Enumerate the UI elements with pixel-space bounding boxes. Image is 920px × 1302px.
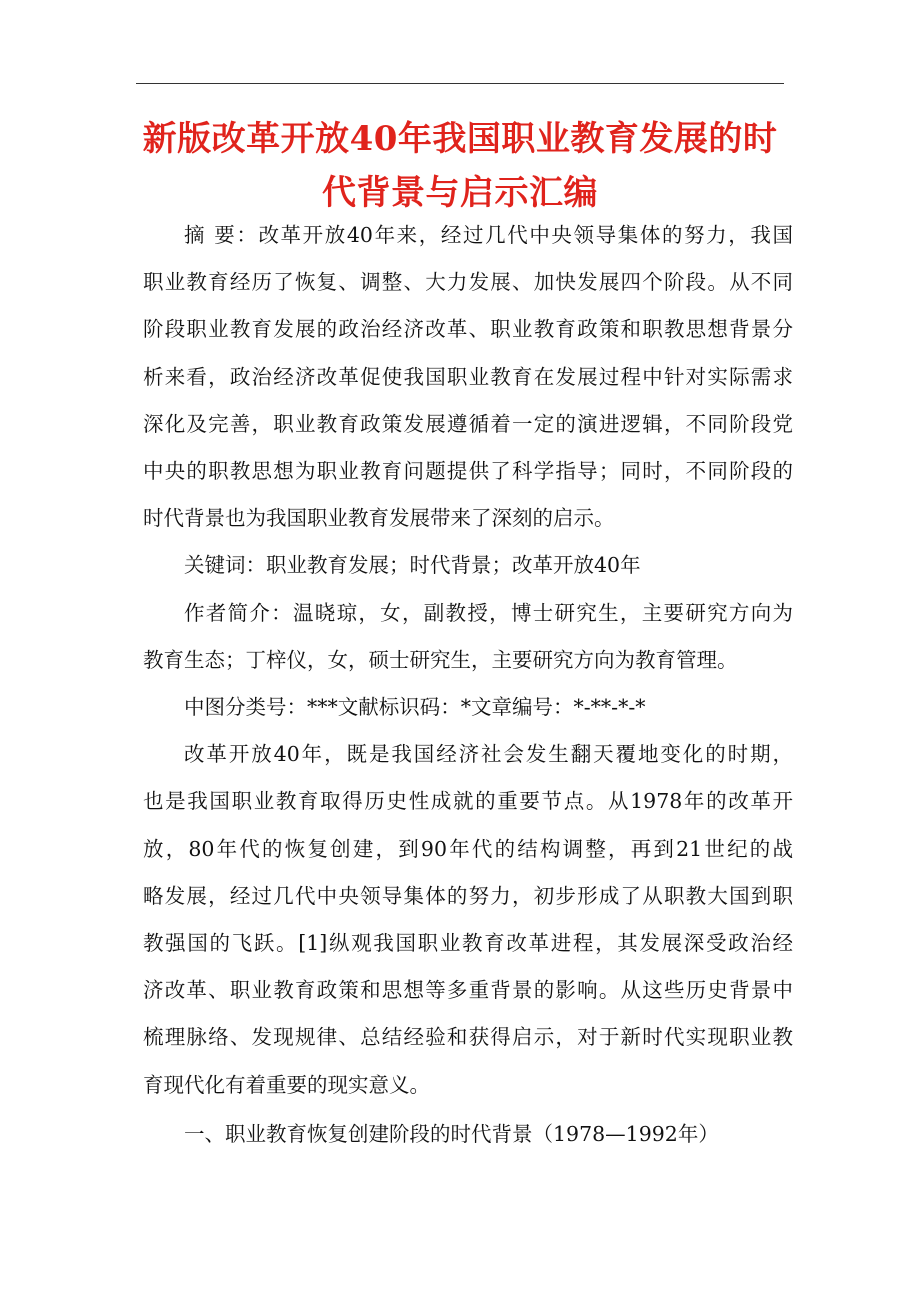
abstract-line: 摘 要：改革开放40年来，经过几代中央领导集体的努力，我国 [184, 223, 793, 247]
classification-line: 中图分类号：***文献标识码：*文章编号：*-**-*-* [184, 695, 646, 720]
intro-line: 放，80年代的恢复创建，到90年代的结构调整，再到21世纪的战 [143, 836, 793, 861]
intro-line: 略发展，经过几代中央领导集体的努力，初步形成了从职教大国到职 [143, 883, 793, 908]
abstract-paragraph [143, 212, 793, 542]
header-rule [136, 83, 784, 84]
intro-line: 也是我国职业教育取得历史性成就的重要节点。从1978年的改革开 [143, 789, 793, 814]
intro-line: 育现代化有着重要的现实意义。 [143, 1072, 430, 1097]
abstract-line: 职业教育经历了恢复、调整、大力发展、加快发展四个阶段。从不同 [143, 270, 793, 295]
section-1-heading: 一、职业教育恢复创建阶段的时代背景（1978—1992年） [184, 1121, 719, 1146]
classification-paragraph [143, 684, 793, 731]
intro-line: 改革开放40年，既是我国经济社会发生翻天覆地变化的时期， [184, 742, 793, 767]
abstract-line: 时代背景也为我国职业教育发展带来了深刻的启示。 [143, 506, 615, 531]
section-heading [143, 1111, 793, 1158]
abstract-line: 阶段职业教育发展的政治经济改革、职业教育政策和职教思想背景分 [143, 317, 793, 342]
document-title [136, 112, 784, 220]
keywords-line: 关键词：职业教育发展；时代背景；改革开放40年 [184, 553, 641, 578]
title-line-2: 代背景与启示汇编 [322, 173, 598, 213]
keywords-paragraph [143, 542, 793, 589]
author-line: 作者简介：温晓琼，女，副教授，博士研究生，主要研究方向为 [184, 600, 793, 625]
title-line-1: 新版改革开放40年我国职业教育发展的时 [142, 119, 778, 159]
author-paragraph [143, 590, 793, 684]
intro-line: 梳理脉络、发现规律、总结经验和获得启示，对于新时代实现职业教 [143, 1025, 793, 1050]
document-body [143, 212, 793, 1158]
abstract-line: 深化及完善，职业教育政策发展遵循着一定的演进逻辑，不同阶段党 [143, 411, 793, 436]
intro-line: 济改革、职业教育政策和思想等多重背景的影响。从这些历史背景中 [143, 978, 793, 1003]
abstract-line: 中央的职教思想为职业教育问题提供了科学指导；同时，不同阶段的 [143, 459, 793, 484]
author-line: 教育生态；丁梓仪，女，硕士研究生，主要研究方向为教育管理。 [143, 647, 738, 672]
intro-paragraph [143, 731, 793, 1109]
abstract-line: 析来看，政治经济改革促使我国职业教育在发展过程中针对实际需求 [143, 364, 793, 389]
intro-line: 教强国的飞跃。[1]纵观我国职业教育改革进程，其发展深受政治经 [143, 931, 793, 956]
